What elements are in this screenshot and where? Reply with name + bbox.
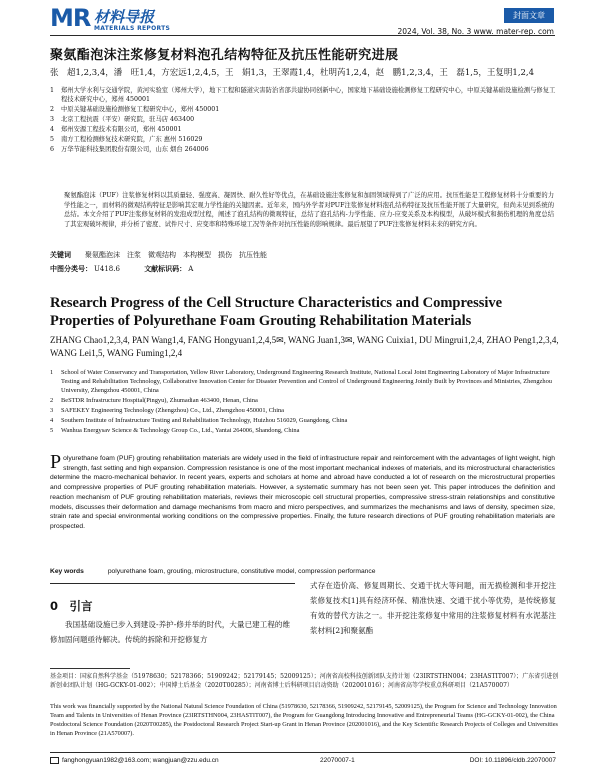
intro-text-right: 式存在造价高、修复周期长、交通干扰大等问题，而无损检测和非开挖注浆修复技术[1]具有经济环保、精准快速、交通干扰小等优势，是传统修复有效的替代方法之一。非开挖注浆修复中常用的注浆修复材料有水泥基注浆材料[2]和聚氨酯 xyxy=(310,581,556,635)
affiliations-en xyxy=(50,368,560,436)
footnote-divider xyxy=(50,668,130,669)
journal-logo-cn: 材料导报 xyxy=(94,8,155,26)
authors-en: ZHANG Chao1,2,3,4, PAN Wang1,4, FANG Hongyuan1,2,4,5✉, WANG Juan1,3✉, WANG Cuixia1, DU Mingrui1,2,4, ZHAO Peng1,2,3,4, WANG Lei1,5, WANG Fuming1,2,4 xyxy=(50,335,559,358)
footer-email xyxy=(50,757,219,764)
abstract-en xyxy=(50,451,555,532)
affiliation-cn: 4 郑州安源工程技术有限公司，郑州 450001 xyxy=(50,126,182,133)
affiliations-cn xyxy=(50,86,560,155)
abstract-cn: 聚氨酯泡沫（PUF）注浆修复材料以其质量轻、强度高、凝固快、耐久性好等优点，在基础设施注浆修复和加固领域得到了广泛的应用。抗压性能是工程修复材料十分重要的力学性能之一，而材料的微观结构特征是影响其宏观力学性能的关键因素。近年来，国内外学者对PUF注浆修复材料泡孔结构特征及抗压性能开展了大量研究，但尚未见到系统的总结。本文介绍了PUF注浆修复材料的发泡成型过程，阐述了泡孔结构的微观特征，总结了泡孔结构-力学性能、应力-应变关系及本构模型，从破坏模式和损伤机理的角度总结了其宏观破坏规律，并分析了密度、试件尺寸、应变率和特殊环境工况等条件对抗压性能的影响规律。最后展望了PUF注浆修复材料未来的研究方向。 xyxy=(64,192,554,228)
keywords-cn-list: 聚氨酯泡沫 注浆 微观结构 本构模型 损伤 抗压性能 xyxy=(85,251,267,259)
article-title-en: Research Progress of the Cell Structure Characteristics and Compressive Properties of Polyurethane Foam Grouting Rehabilitation Materials xyxy=(50,295,503,329)
affiliation-en: 4 Southern Institute of Infrastructure Testing and Rehabilitation Technology, Huizhou 516029, Guangdong, China xyxy=(50,417,348,424)
cover-article-badge: 封面文章 xyxy=(504,8,554,23)
journal-header xyxy=(0,0,600,50)
footer-divider xyxy=(50,752,555,753)
affiliation-cn: 6 万华节能科技集团股份有限公司，山东 烟台 264006 xyxy=(50,146,209,153)
page-number: 22070007-1 xyxy=(320,757,355,764)
footnote-funding-cn: 基金项目：国家自然科学基金（51978630；52178366；51909242；52179145；52009125）；河南省高校科技创新团队支持计划（23IRTSTHN004；23HASTIT007）；广东省引进创新创业团队计划（HG-GCKY-01-002）；中国博士后基金（2020T00285）；河南省博士后科研项目启动资助（202001016）；河南省高等学校重点科研项目（21A570007） xyxy=(50,673,559,689)
affiliation-en: 1 School of Water Conservancy and Transportation, Yellow River Laboratory, Underground Engineering Research Institute, National Local Joint Engineering Laboratory of Major Infrastructure Testing and Rehabilitation Technology, Collaborative Innovation Center for Disaster Prevention and Control of Underground Engineering Jointly Built by Provinces and Ministries, Zhengzhou University, Zhengzhou 450001, China xyxy=(50,369,552,394)
keywords-en xyxy=(50,568,375,575)
section-divider xyxy=(50,583,295,584)
keywords-en-label: Key words xyxy=(50,568,84,575)
keywords-cn-label: 关键词 xyxy=(50,251,71,259)
article-title-cn: 聚氨酯泡沫注浆修复材料泡孔结构特征及抗压性能研究进展 xyxy=(50,48,399,63)
clc-label: 中图分类号： xyxy=(50,265,92,273)
intro-text-left: 我国基础设施已步入到建设-养护-修并举的时代，大量已建工程的维修加固问题亟待解决。传统的拆除和开挖修复方 xyxy=(50,620,290,644)
affiliation-en: 2 BeSTDR Infrastructure Hospital(Pingyu), Zhumadian 463400, Henan, China xyxy=(50,397,258,404)
journal-logo-en: MATERIALS REPORTS xyxy=(94,25,171,32)
issue-info: 2024, Vol. 38, No. 3 www. mater-rep. com xyxy=(397,27,554,36)
affiliation-en: 5 Wanhua Energysav Science & Technology Group Co., Ltd., Yantai 264006, Shandong, China xyxy=(50,427,300,434)
keywords-en-list: polyurethane foam, grouting, microstructure, constitutive model, compression performance xyxy=(107,568,376,575)
footer-email-text[interactable]: fanghongyuan1982@163.com; wangjuan@zzu.edu.cn xyxy=(62,757,219,765)
doc-code-label: 文献标识码： xyxy=(144,265,187,273)
affiliation-cn: 2 中原关键基础设施检测修复工程研究中心，郑州 450001 xyxy=(50,106,220,113)
clc-value: U418.6 xyxy=(94,265,120,273)
affiliation-cn: 3 北京工程抗震（平安）研究院，驻马店 463400 xyxy=(50,116,195,123)
mail-icon xyxy=(50,757,59,764)
affiliation-cn: 1 郑州大学水利与交通学院，黄河实验室（郑州大学），地下工程和隧道灾害防治省部共建协同创新中心，国家地下基础设施检测修复工程研究中心，中原关键基础设施检测与修复工程技术研究中心，郑州 450001 xyxy=(50,87,556,103)
section-title-intro: 0 引言 xyxy=(50,599,93,613)
keywords-cn xyxy=(50,250,267,260)
journal-logo-mark: MR xyxy=(50,4,91,32)
abstract-en-text: olyurethane foam (PUF) grouting rehabilitation materials are widely used in the field of infrastructure repair and reinforcement with the advantages of light weight, high strength, fast setting and high expansion. Compression resistance is one of the most important mechanical indexes of materials, and its microstructural characteristics determine the macro-mechanical behavior. In recent years, experts and scholars at home and abroad have conducted a lot of research on the microstructural properties and compressive properties of PUF grouting rehabilitation materials. However, a systematic summary has not been seen yet. This paper introduces the definition and reaction mechanism of PUF grouting rehabilitation materials, reviews their microscopic cell structural properties, compressive stress-strain relationships and constitutive models, discusses their deformation and damage mechanisms from macro and micro perspectives, and summarizes the mechanisms and laws of density, specimen size, strain rate and special environmental working conditions on the compressive properties. Finally, the future research directions of PUF grouting rehabilitation materials are prospected. xyxy=(50,455,555,530)
affiliation-cn: 5 南方工程检测修复技术研究院，广东 惠州 516029 xyxy=(50,136,203,143)
abstract-dropcap: P xyxy=(50,451,62,473)
classification-info xyxy=(50,264,193,274)
authors-cn: 张 超1,2,3,4，潘 旺1,4，方宏远1,2,4,5，王 娟1,3，王翠霞1,4，杜明芮1,2,4，赵 鹏1,2,3,4，王 磊1,5，王复明1,2,4 xyxy=(50,68,535,78)
affiliation-en: 3 SAFEKEY Engineering Technology (Zhengzhou) Co., Ltd., Zhengzhou 450001, China xyxy=(50,407,285,414)
doi[interactable]: DOI: 10.11896/cldb.22070007 xyxy=(469,757,556,764)
doc-code-value: A xyxy=(188,265,194,273)
footnote-funding-en: This work was financially supported by the National Natural Science Foundation of China (51978630, 52178366, 51909242, 52179145, 52009125), the Program for Science and Technology Innovation Team and Talents in Universities of Henan Province (23IRTSTHN004, 23HASTIT007), the Program for Guangdong Introducing Innovative and Entrepreneurial Teams (HG-GCKY-01-002), the China Postdoctoral Science Foundation (2020T00285), the Postdoctoral Research Project Start-up Grant in Henan Province (202001016), and the Key Scientific Research Projects of Colleges and Universities in Henan Province (21A570007). xyxy=(50,703,559,737)
